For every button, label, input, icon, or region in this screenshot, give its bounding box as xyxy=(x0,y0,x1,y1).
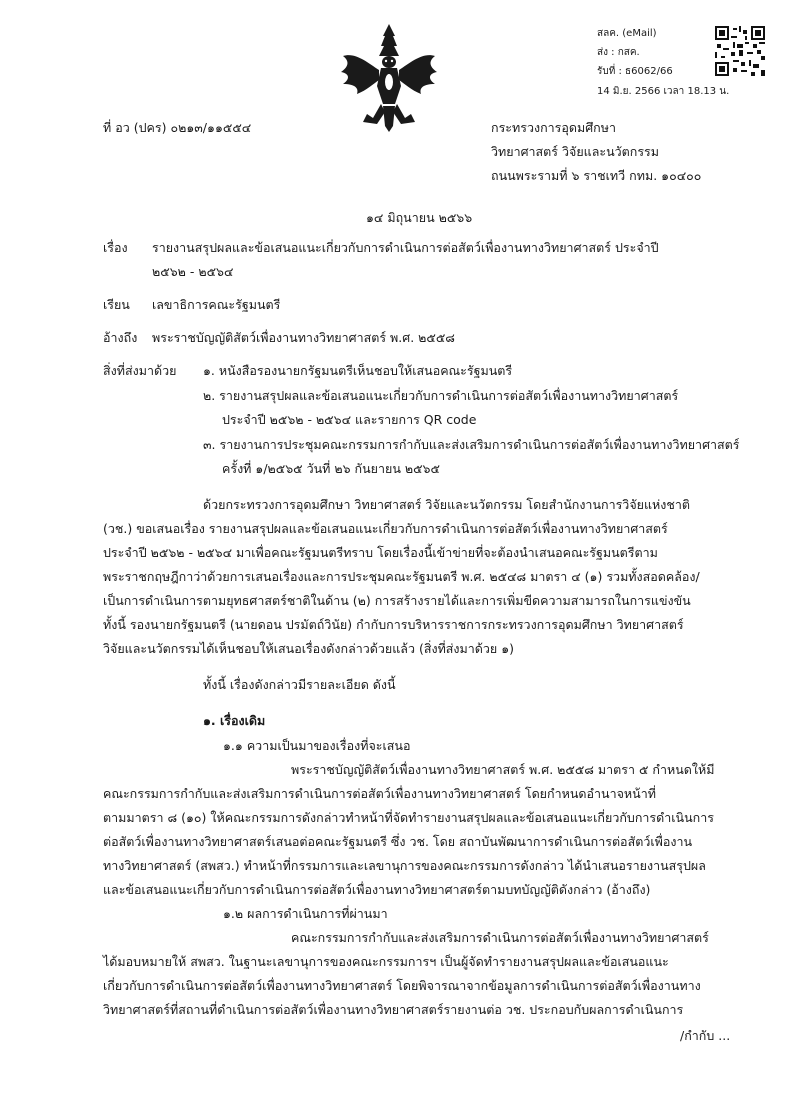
stamp-line-4: 14 มิ.ย. 2566 เวลา 18.13 น. xyxy=(597,86,730,97)
section-1-2-line-3: เกี่ยวกับการดำเนินการต่อสัตว์เพื่องานทางวิทยาศาสตร์ โดยพิจารณาจากข้อมูลการดำเนินการต่อสัตว์เพื่องานทาง xyxy=(103,978,701,993)
enclosure-item-3-line-1: ๓. รายงานการประชุมคณะกรรมการกำกับและส่งเสริมการดำเนินการต่อสัตว์เพื่องานทางวิทยาศาสตร์ xyxy=(203,437,740,452)
section-1-2-heading: ๑.๒ ผลการดำเนินการที่ผ่านมา xyxy=(223,906,388,921)
section-1-1-line-1: พระราชบัญญัติสัตว์เพื่องานทางวิทยาศาสตร์ พ.ศ. ๒๕๕๘ มาตรา ๕ กำหนดให้มี xyxy=(291,762,715,777)
address-line-3: ถนนพระรามที่ ๖ ราชเทวี กทม. ๑๐๔๐๐ xyxy=(491,168,702,183)
enclosures-label: สิ่งที่ส่งมาด้วย xyxy=(103,363,177,378)
enclosure-item-3-line-2: ครั้งที่ ๑/๒๕๖๕ วันที่ ๒๖ กันยายน ๒๕๖๕ xyxy=(222,461,440,476)
stamp-line-1: สลค. (eMail) xyxy=(597,28,657,39)
section-1-1-line-3: ตามมาตรา ๘ (๑๐) ให้คณะกรรมการดังกล่าวทำหน้าที่จัดทำรายงานสรุปผลและข้อเสนอแนะเกี่ยวกับการดำเนินการ xyxy=(103,810,714,825)
section-1-2-line-2: ได้มอบหมายให้ สพสว. ในฐานะเลขานุการของคณะกรรมการฯ เป็นผู้จัดทำรายงานสรุปผลและข้อเสนอแนะ xyxy=(103,954,669,969)
subject-label: เรื่อง xyxy=(103,240,128,255)
garuda-emblem-icon xyxy=(337,22,441,134)
section-1-heading: ๑. เรื่องเดิม xyxy=(203,713,266,728)
qr-code-icon xyxy=(715,26,765,76)
enclosure-item-2-line-2: ประจำปี ๒๕๖๒ - ๒๕๖๔ และรายการ QR code xyxy=(222,412,477,427)
stamp-line-2: ส่ง : กสค. xyxy=(597,47,640,58)
letter-date: ๑๔ มิถุนายน ๒๕๖๖ xyxy=(366,210,473,225)
to-label: เรียน xyxy=(103,297,130,312)
section-1-1-line-2: คณะกรรมการกำกับและส่งเสริมการดำเนินการต่อสัตว์เพื่องานทางวิทยาศาสตร์ โดยกำหนดอำนาจหน้าที่ xyxy=(103,786,656,801)
stamp-line-3: รับที่ : ธ6062/66 xyxy=(597,66,673,77)
section-1-2-line-1: คณะกรรมการกำกับและส่งเสริมการดำเนินการต่อสัตว์เพื่องานทางวิทยาศาสตร์ xyxy=(291,930,709,945)
body-line-4: พระราชกฤษฎีกาว่าด้วยการเสนอเรื่องและการประชุมคณะรัฐมนตรี พ.ศ. ๒๕๔๘ มาตรา ๔ (๑) รวมทั้งสอดคล้อง/ xyxy=(103,569,700,584)
body-line-1: ด้วยกระทรวงการอุดมศึกษา วิทยาศาสตร์ วิจัยและนวัตกรรม โดยสำนักงานการวิจัยแห่งชาติ xyxy=(203,497,690,512)
body-line-7: วิจัยและนวัตกรรมได้เห็นชอบให้เสนอเรื่องดังกล่าวด้วยแล้ว (สิ่งที่ส่งมาด้วย ๑) xyxy=(103,641,515,656)
subject-line-1: รายงานสรุปผลและข้อเสนอแนะเกี่ยวกับการดำเนินการต่อสัตว์เพื่องานทางวิทยาศาสตร์ ประจำปี xyxy=(152,240,659,255)
body-line-6: ทั้งนี้ รองนายกรัฐมนตรี (นายดอน ปรมัตถ์วินัย) กำกับการบริหารราชการกระทรวงการอุดมศึกษา วิทยาศาสตร์ xyxy=(103,617,684,632)
enclosure-item-1: ๑. หนังสือรองนายกรัฐมนตรีเห็นชอบให้เสนอคณะรัฐมนตรี xyxy=(203,363,513,378)
section-1-2-line-4: วิทยาศาสตร์ที่สถานที่ดำเนินการต่อสัตว์เพื่องานทางวิทยาศาสตร์รายงานต่อ วช. ประกอบกับผลการดำเนินการ xyxy=(103,1002,684,1017)
body-line-2: (วช.) ขอเสนอเรื่อง รายงานสรุปผลและข้อเสนอแนะเกี่ยวกับการดำเนินการต่อสัตว์เพื่องานทางวิทยาศาสตร์ xyxy=(103,521,668,536)
subject-line-2: ๒๕๖๒ - ๒๕๖๔ xyxy=(152,264,234,279)
to-value: เลขาธิการคณะรัฐมนตรี xyxy=(152,297,281,312)
reference-label: อ้างถึง xyxy=(103,330,138,345)
body-line-5: เป็นการดำเนินการตามยุทธศาสตร์ชาติในด้าน (๒) การสร้างรายได้และการเพิ่มขีดความสามารถในการแข่งขัน xyxy=(103,593,691,608)
enclosure-item-2-line-1: ๒. รายงานสรุปผลและข้อเสนอแนะเกี่ยวกับการดำเนินการต่อสัตว์เพื่องานทางวิทยาศาสตร์ xyxy=(203,388,679,403)
address-line-1: กระทรวงการอุดมศึกษา xyxy=(491,120,616,135)
reference-number: ที่ อว (ปคร) ๐๒๑๓/๑๑๕๕๔ xyxy=(103,120,252,135)
section-1-1-heading: ๑.๑ ความเป็นมาของเรื่องที่จะเสนอ xyxy=(223,738,411,753)
continuation-marker: /กำกับ ... xyxy=(680,1028,731,1043)
detail-intro: ทั้งนี้ เรื่องดังกล่าวมีรายละเอียด ดังนี้ xyxy=(203,677,396,692)
section-1-1-line-6: และข้อเสนอแนะเกี่ยวกับการดำเนินการต่อสัตว์เพื่องานทางวิทยาศาสตร์ตามบทบัญญัติดังกล่าว (อ้างถึง) xyxy=(103,882,651,897)
section-1-1-line-4: ต่อสัตว์เพื่องานทางวิทยาศาสตร์เสนอต่อคณะรัฐมนตรี ซึ่ง วช. โดย สถาบันพัฒนาการดำเนินการต่อสัตว์เพื่องาน xyxy=(103,834,693,849)
address-line-2: วิทยาศาสตร์ วิจัยและนวัตกรรม xyxy=(491,144,660,159)
body-line-3: ประจำปี ๒๕๖๒ - ๒๕๖๔ มาเพื่อคณะรัฐมนตรีทราบ โดยเรื่องนี้เข้าข่ายที่จะต้องนำเสนอคณะรัฐมนตรีตาม xyxy=(103,545,658,560)
section-1-1-line-5: ทางวิทยาศาสตร์ (สพสว.) ทำหน้าที่กรรมการและเลขานุการของคณะกรรมการดังกล่าว ได้นำเสนอรายงานสรุปผล xyxy=(103,858,706,873)
reference-value: พระราชบัญญัติสัตว์เพื่องานทางวิทยาศาสตร์ พ.ศ. ๒๕๕๘ xyxy=(152,330,455,345)
